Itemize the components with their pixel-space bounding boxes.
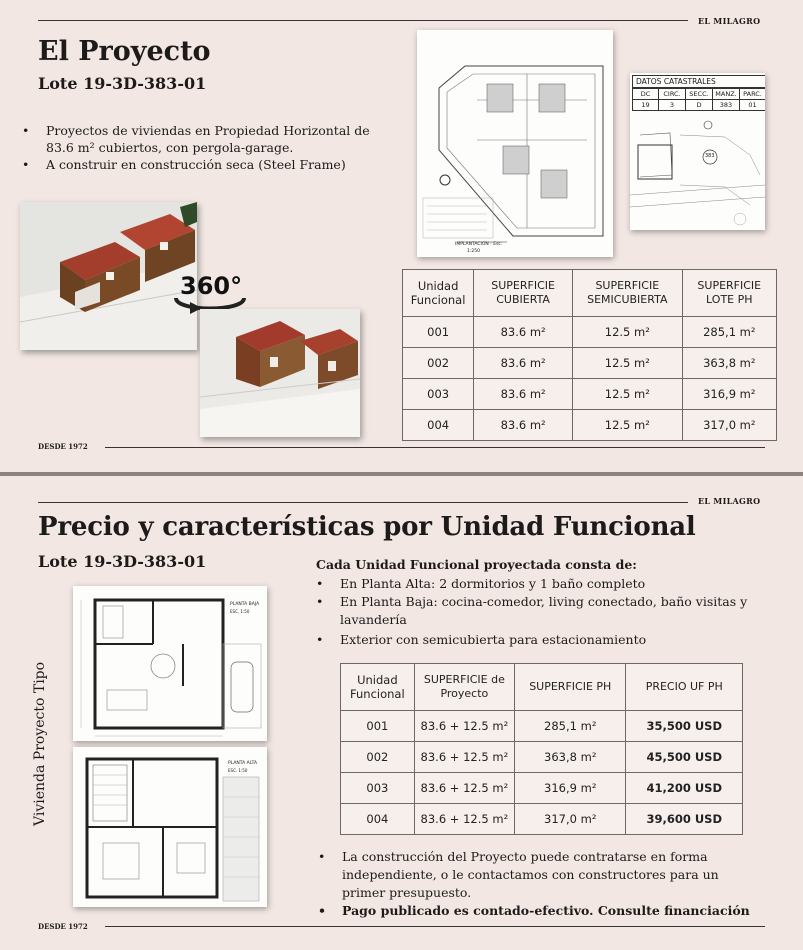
- col-header: SUPERFICIE SEMICUBIERTA: [573, 270, 683, 317]
- col-header: SUPERFICIE de Proyecto: [414, 664, 514, 711]
- table-row: [403, 348, 777, 379]
- catastro-card: [630, 73, 765, 230]
- catastro-header-cell: PARC.: [740, 88, 765, 100]
- table-cell: 004: [341, 804, 415, 835]
- header-rule: [38, 502, 688, 503]
- catastro-title: DATOS CATASTRALES: [632, 75, 765, 88]
- floor-plan-upper: [73, 747, 267, 907]
- site-plan-drawing: [417, 30, 613, 257]
- price-cell: 41,200 USD: [626, 773, 743, 804]
- table-cell: 12.5 m²: [573, 410, 683, 441]
- page-title: El Proyecto: [38, 36, 211, 67]
- table-cell: 83.6 m²: [474, 410, 573, 441]
- table-cell: 83.6 + 12.5 m²: [414, 804, 514, 835]
- table-cell: 004: [403, 410, 474, 441]
- table-cell: 002: [403, 348, 474, 379]
- table-cell: 83.6 + 12.5 m²: [414, 711, 514, 742]
- catastro-header-cell: SECC.: [686, 88, 713, 100]
- lote-id: Lote 19-3D-383-01: [38, 552, 207, 571]
- table-cell: 83.6 + 12.5 m²: [414, 742, 514, 773]
- planta-baja-scale: ESC. 1:50: [230, 609, 250, 614]
- col-header: SUPERFICIE CUBIERTA: [474, 270, 573, 317]
- slide-precio: [0, 476, 803, 950]
- manzana-label: 383: [705, 153, 715, 159]
- catastro-header-cell: CIRC.: [659, 88, 686, 100]
- col-header: SUPERFICIE PH: [515, 664, 626, 711]
- render-photo-side: [200, 309, 360, 437]
- catastro-values: [632, 100, 765, 111]
- col-header: Unidad Funcional: [403, 270, 474, 317]
- table-cell: 001: [403, 317, 474, 348]
- table-cell: 83.6 m²: [474, 348, 573, 379]
- bullet-item: • En Planta Alta: 2 dormitorios y 1 baño completo: [314, 575, 779, 593]
- planta-alta-scale: ESC. 1:50: [228, 768, 248, 773]
- table-row: [341, 711, 743, 742]
- planta-alta-label: PLANTA ALTA: [228, 761, 258, 766]
- col-header: SUPERFICIE LOTE PH: [682, 270, 776, 317]
- page-title: Precio y características por Unidad Funcional: [38, 512, 696, 542]
- bullet-item: • Exterior con semicubierta para estacionamiento: [314, 631, 779, 649]
- notes-bullets: [316, 848, 756, 920]
- table-cell: 285,1 m²: [515, 711, 626, 742]
- catastro-value-cell: 19: [632, 100, 659, 111]
- catastro-value-cell: 383: [713, 100, 740, 111]
- table-cell: 12.5 m²: [573, 317, 683, 348]
- table-cell: 317,0 m²: [515, 804, 626, 835]
- bullet-item: • Proyectos de viviendas en Propiedad Horizontal de 83.6 m² cubiertos, con pergola-garage.: [20, 122, 392, 156]
- table-row: [341, 742, 743, 773]
- table-row: [341, 773, 743, 804]
- table-cell: 285,1 m²: [682, 317, 776, 348]
- brand-label: EL MILAGRO: [698, 496, 761, 506]
- superficies-table: [402, 269, 777, 441]
- bullet-item: • A construir en construcción seca (Steel Frame): [20, 156, 392, 173]
- catastro-value-cell: 01: [740, 100, 765, 111]
- table-row: [403, 317, 777, 348]
- floor-plan-ground: [73, 586, 267, 741]
- brand-label: EL MILAGRO: [698, 16, 761, 26]
- col-header: PRECIO UF PH: [626, 664, 743, 711]
- table-cell: 317,0 m²: [682, 410, 776, 441]
- table-cell: 83.6 m²: [474, 379, 573, 410]
- catastro-value-cell: 3: [659, 100, 686, 111]
- catastro-header-cell: MANZ.: [713, 88, 740, 100]
- planta-baja-label: PLANTA BAJA: [230, 602, 260, 607]
- table-row: [403, 410, 777, 441]
- table-cell: 003: [341, 773, 415, 804]
- footer-rule: [105, 447, 765, 448]
- bullet-item: • En Planta Baja: cocina-comedor, living conectado, baño visitas y lavandería: [314, 593, 779, 629]
- table-cell: 316,9 m²: [515, 773, 626, 804]
- catastro-header-cell: DC: [632, 88, 659, 100]
- catastro-headers: [632, 88, 765, 100]
- table-cell: 83.6 m²: [474, 317, 573, 348]
- project-bullets: [20, 122, 392, 173]
- precios-table: [340, 663, 743, 835]
- footer-label: DESDE 1972: [38, 922, 88, 931]
- table-cell: 12.5 m²: [573, 379, 683, 410]
- table-cell: 12.5 m²: [573, 348, 683, 379]
- table-cell: 316,9 m²: [682, 379, 776, 410]
- table-cell: 363,8 m²: [682, 348, 776, 379]
- col-header: Unidad Funcional: [341, 664, 415, 711]
- price-cell: 39,600 USD: [626, 804, 743, 835]
- price-cell: 45,500 USD: [626, 742, 743, 773]
- plan-scale: 1:250: [467, 249, 480, 254]
- footer-label: DESDE 1972: [38, 442, 88, 451]
- table-row: [341, 804, 743, 835]
- footer-rule: [105, 926, 765, 927]
- table-cell: 363,8 m²: [515, 742, 626, 773]
- table-cell: 001: [341, 711, 415, 742]
- plan-caption: IMPLANTACION - Esc.: [455, 242, 503, 247]
- catastro-value-cell: D: [686, 100, 713, 111]
- note-item: • La construcción del Proyecto puede contratarse en forma independiente, o le contactamos con constructores para un primer presupuesto.: [316, 848, 756, 902]
- price-cell: 35,500 USD: [626, 711, 743, 742]
- features-intro: Cada Unidad Funcional proyectada consta de:: [316, 557, 637, 572]
- rotate-360-label: 360°: [180, 272, 243, 300]
- note-item: • Pago publicado es contado-efectivo. Consulte financiación: [316, 902, 756, 920]
- features-bullets: [314, 575, 779, 649]
- table-cell: 003: [403, 379, 474, 410]
- slide-el-proyecto: [0, 0, 803, 472]
- vertical-label: Vivienda Proyecto Tipo: [32, 661, 48, 826]
- table-cell: 83.6 + 12.5 m²: [414, 773, 514, 804]
- table-cell: 002: [341, 742, 415, 773]
- table-row: [403, 379, 777, 410]
- lote-id: Lote 19-3D-383-01: [38, 74, 207, 93]
- header-rule: [38, 20, 688, 21]
